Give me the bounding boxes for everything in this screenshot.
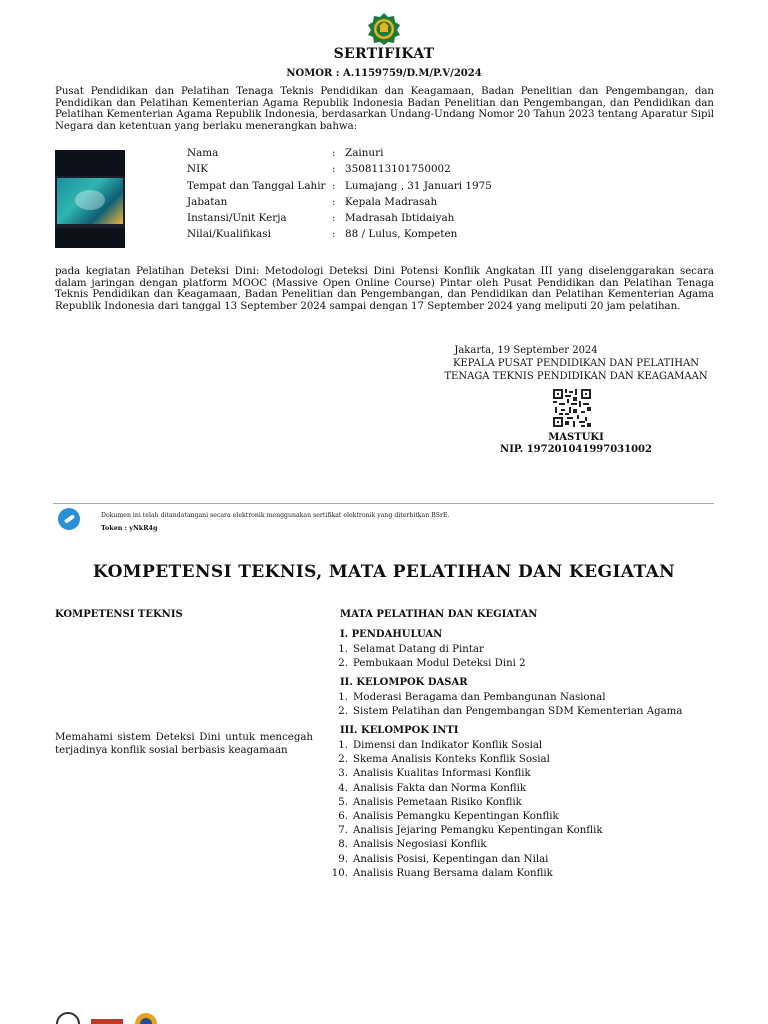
course-item-number: 4. [338, 782, 348, 794]
detail-colon: : [332, 179, 336, 192]
signature-place-date: Jakarta, 19 September 2024 [454, 345, 598, 356]
event-paragraph: pada kegiatan Pelatihan Deteksi Dini: Metodologi Deteksi Dini Potensi Konflik Angkatan III yang diselenggarakan secara dalam jaringan dengan platform MOOC (Massive Open Online Course) Pintar oleh Pusat Pendidikan dan Pelatihan Tenaga Teknis Pendidikan dan Keagamaan, Badan Penelitian dan Pengembangan, dan Pendidikan dan Pelatihan Kementerian Agama Republik Indonesia dari tanggal 13 September 2024 sampai dengan 17 September 2024 yang meliputi 20 jam pelatihan. [55, 266, 714, 312]
course-item-text: Skema Analisis Konteks Konflik Sosial [353, 754, 550, 766]
section-items [320, 740, 720, 882]
course-item-number: 5. [338, 796, 348, 808]
detail-label: Nilai/Kualifikasi [187, 228, 271, 241]
section-items [320, 692, 720, 720]
course-item-text: Pembukaan Modul Deteksi Dini 2 [353, 658, 526, 670]
page2-title: KOMPETENSI TEKNIS, MATA PELATIHAN DAN KEGIATAN [92, 562, 676, 582]
course-item [320, 692, 720, 706]
section-items [320, 644, 720, 672]
course-item-number: 1. [338, 692, 348, 703]
detail-label: Tempat dan Tanggal Lahir [187, 179, 326, 192]
detail-value: Kepala Madrasah [345, 195, 438, 208]
course-item-number: 2. [338, 706, 348, 718]
detail-value: Lumajang , 31 Januari 1975 [345, 179, 492, 192]
participant-photo [55, 150, 125, 248]
footer-logos [55, 1012, 165, 1024]
course-item [320, 783, 720, 797]
course-item [320, 706, 720, 720]
course-item-text: Analisis Jejaring Pemangku Kepentingan Konflik [353, 825, 603, 837]
certificate-number: NOMOR : A.1159759/D.M/P.V/2024 [286, 68, 482, 79]
signature-position-line2: TENAGA TEKNIS PENDIDIKAN DAN KEAGAMAAN [444, 371, 708, 382]
detail-value: 88 / Lulus, Kompeten [345, 228, 458, 241]
intro-paragraph: Pusat Pendidikan dan Pelatihan Tenaga Teknis Pendidikan dan Keagamaan, Badan Penelitian dan Pengembangan, dan Pendidikan dan Pelatihan Kementerian Agama Republik Indonesia Badan Penelitian dan Pengembangan, dan Pendidikan dan Pelatihan Kementerian Agama Republik Indonesia, berdasarkan Undang-Undang Nomor 20 Tahun 2023 tentang Aparatur Sipil Negara dan ketentuan yang berlaku menerangkan bahwa: [55, 86, 714, 132]
detail-colon: : [332, 163, 336, 176]
detail-label: Nama [187, 147, 219, 159]
esign-note: Dokumen ini telah ditandatangani secara elektronik menggunakan sertifikat elektronik yang diterbitkan BSrE. [101, 512, 450, 519]
course-item-text: Dimensi dan Indikator Konflik Sosial [353, 740, 543, 751]
detail-label: Jabatan [187, 195, 228, 208]
detail-value: Madrasah Ibtidaiyah [345, 212, 455, 225]
course-item-number: 9. [338, 853, 348, 865]
signatory-nip: NIP. 197201041997031002 [500, 444, 652, 455]
course-item [320, 797, 720, 811]
course-item-text: Analisis Ruang Bersama dalam Konflik [353, 867, 553, 879]
detail-colon: : [332, 212, 336, 225]
course-item-text: Sistem Pelatihan dan Pengembangan SDM Kementerian Agama [353, 706, 683, 718]
kan-logo-icon [87, 1012, 127, 1024]
course-item-text: Analisis Negosiasi Konflik [353, 839, 487, 851]
detail-value: 3508113101750002 [345, 163, 451, 176]
bsre-logo-icon [58, 508, 80, 530]
signatory-name: MASTUKI [548, 432, 604, 443]
course-item [320, 754, 720, 768]
course-item-number: 6. [338, 810, 348, 822]
qr-code [553, 389, 591, 427]
footer-seal-icon [133, 1012, 159, 1024]
token-label: Token : yNkR4g [101, 524, 158, 532]
section-title: II. KELOMPOK DASAR [340, 677, 468, 688]
course-item-number: 2. [338, 658, 348, 670]
detail-colon: : [332, 228, 336, 241]
course-item-text: Analisis Fakta dan Norma Konflik [353, 782, 527, 794]
detail-colon: : [332, 195, 336, 208]
course-item-number: 3. [338, 768, 348, 780]
course-item [320, 658, 720, 672]
course-item-number: 8. [338, 839, 348, 851]
footer-logo-icon [55, 1012, 81, 1024]
detail-colon: : [332, 147, 336, 159]
detail-value: Zainuri [345, 147, 384, 159]
detail-label: NIK [187, 163, 208, 176]
competency-text: Memahami sistem Deteksi Dini untuk mencegah terjadinya konflik sosial berbasis keagamaan [55, 732, 313, 756]
course-item-number: 7. [338, 825, 348, 837]
section-title: I. PENDAHULUAN [340, 629, 443, 640]
course-item [320, 825, 720, 839]
course-item [320, 839, 720, 853]
divider [53, 503, 714, 504]
competency-header: KOMPETENSI TEKNIS [55, 609, 183, 620]
signature-position-line1: KEPALA PUSAT PENDIDIKAN DAN PELATIHAN [453, 358, 699, 369]
course-item [320, 740, 720, 754]
course-item-text: Analisis Pemangku Kepentingan Konflik [353, 810, 559, 822]
course-item-text: Analisis Posisi, Kepentingan dan Nilai [353, 853, 549, 865]
certificate-title: SERTIFIKAT [333, 46, 435, 62]
course-item [320, 811, 720, 825]
course-item [320, 868, 720, 882]
course-item-number: 2. [338, 754, 348, 766]
course-item-text: Moderasi Beragama dan Pembangunan Nasional [353, 692, 606, 703]
courses-header: MATA PELATIHAN DAN KEGIATAN [340, 609, 538, 620]
section-title: III. KELOMPOK INTI [340, 725, 459, 736]
course-item [320, 644, 720, 658]
course-item [320, 768, 720, 782]
course-item-number: 10. [331, 867, 348, 879]
course-item-number: 1. [338, 740, 348, 751]
course-item-text: Analisis Pemetaan Risiko Konflik [353, 796, 522, 808]
course-item [320, 854, 720, 868]
course-item-text: Selamat Datang di Pintar [353, 644, 484, 655]
course-item-number: 1. [338, 644, 348, 655]
detail-label: Instansi/Unit Kerja [187, 212, 287, 225]
kemenag-logo [367, 12, 401, 46]
course-item-text: Analisis Kualitas Informasi Konflik [353, 768, 531, 780]
